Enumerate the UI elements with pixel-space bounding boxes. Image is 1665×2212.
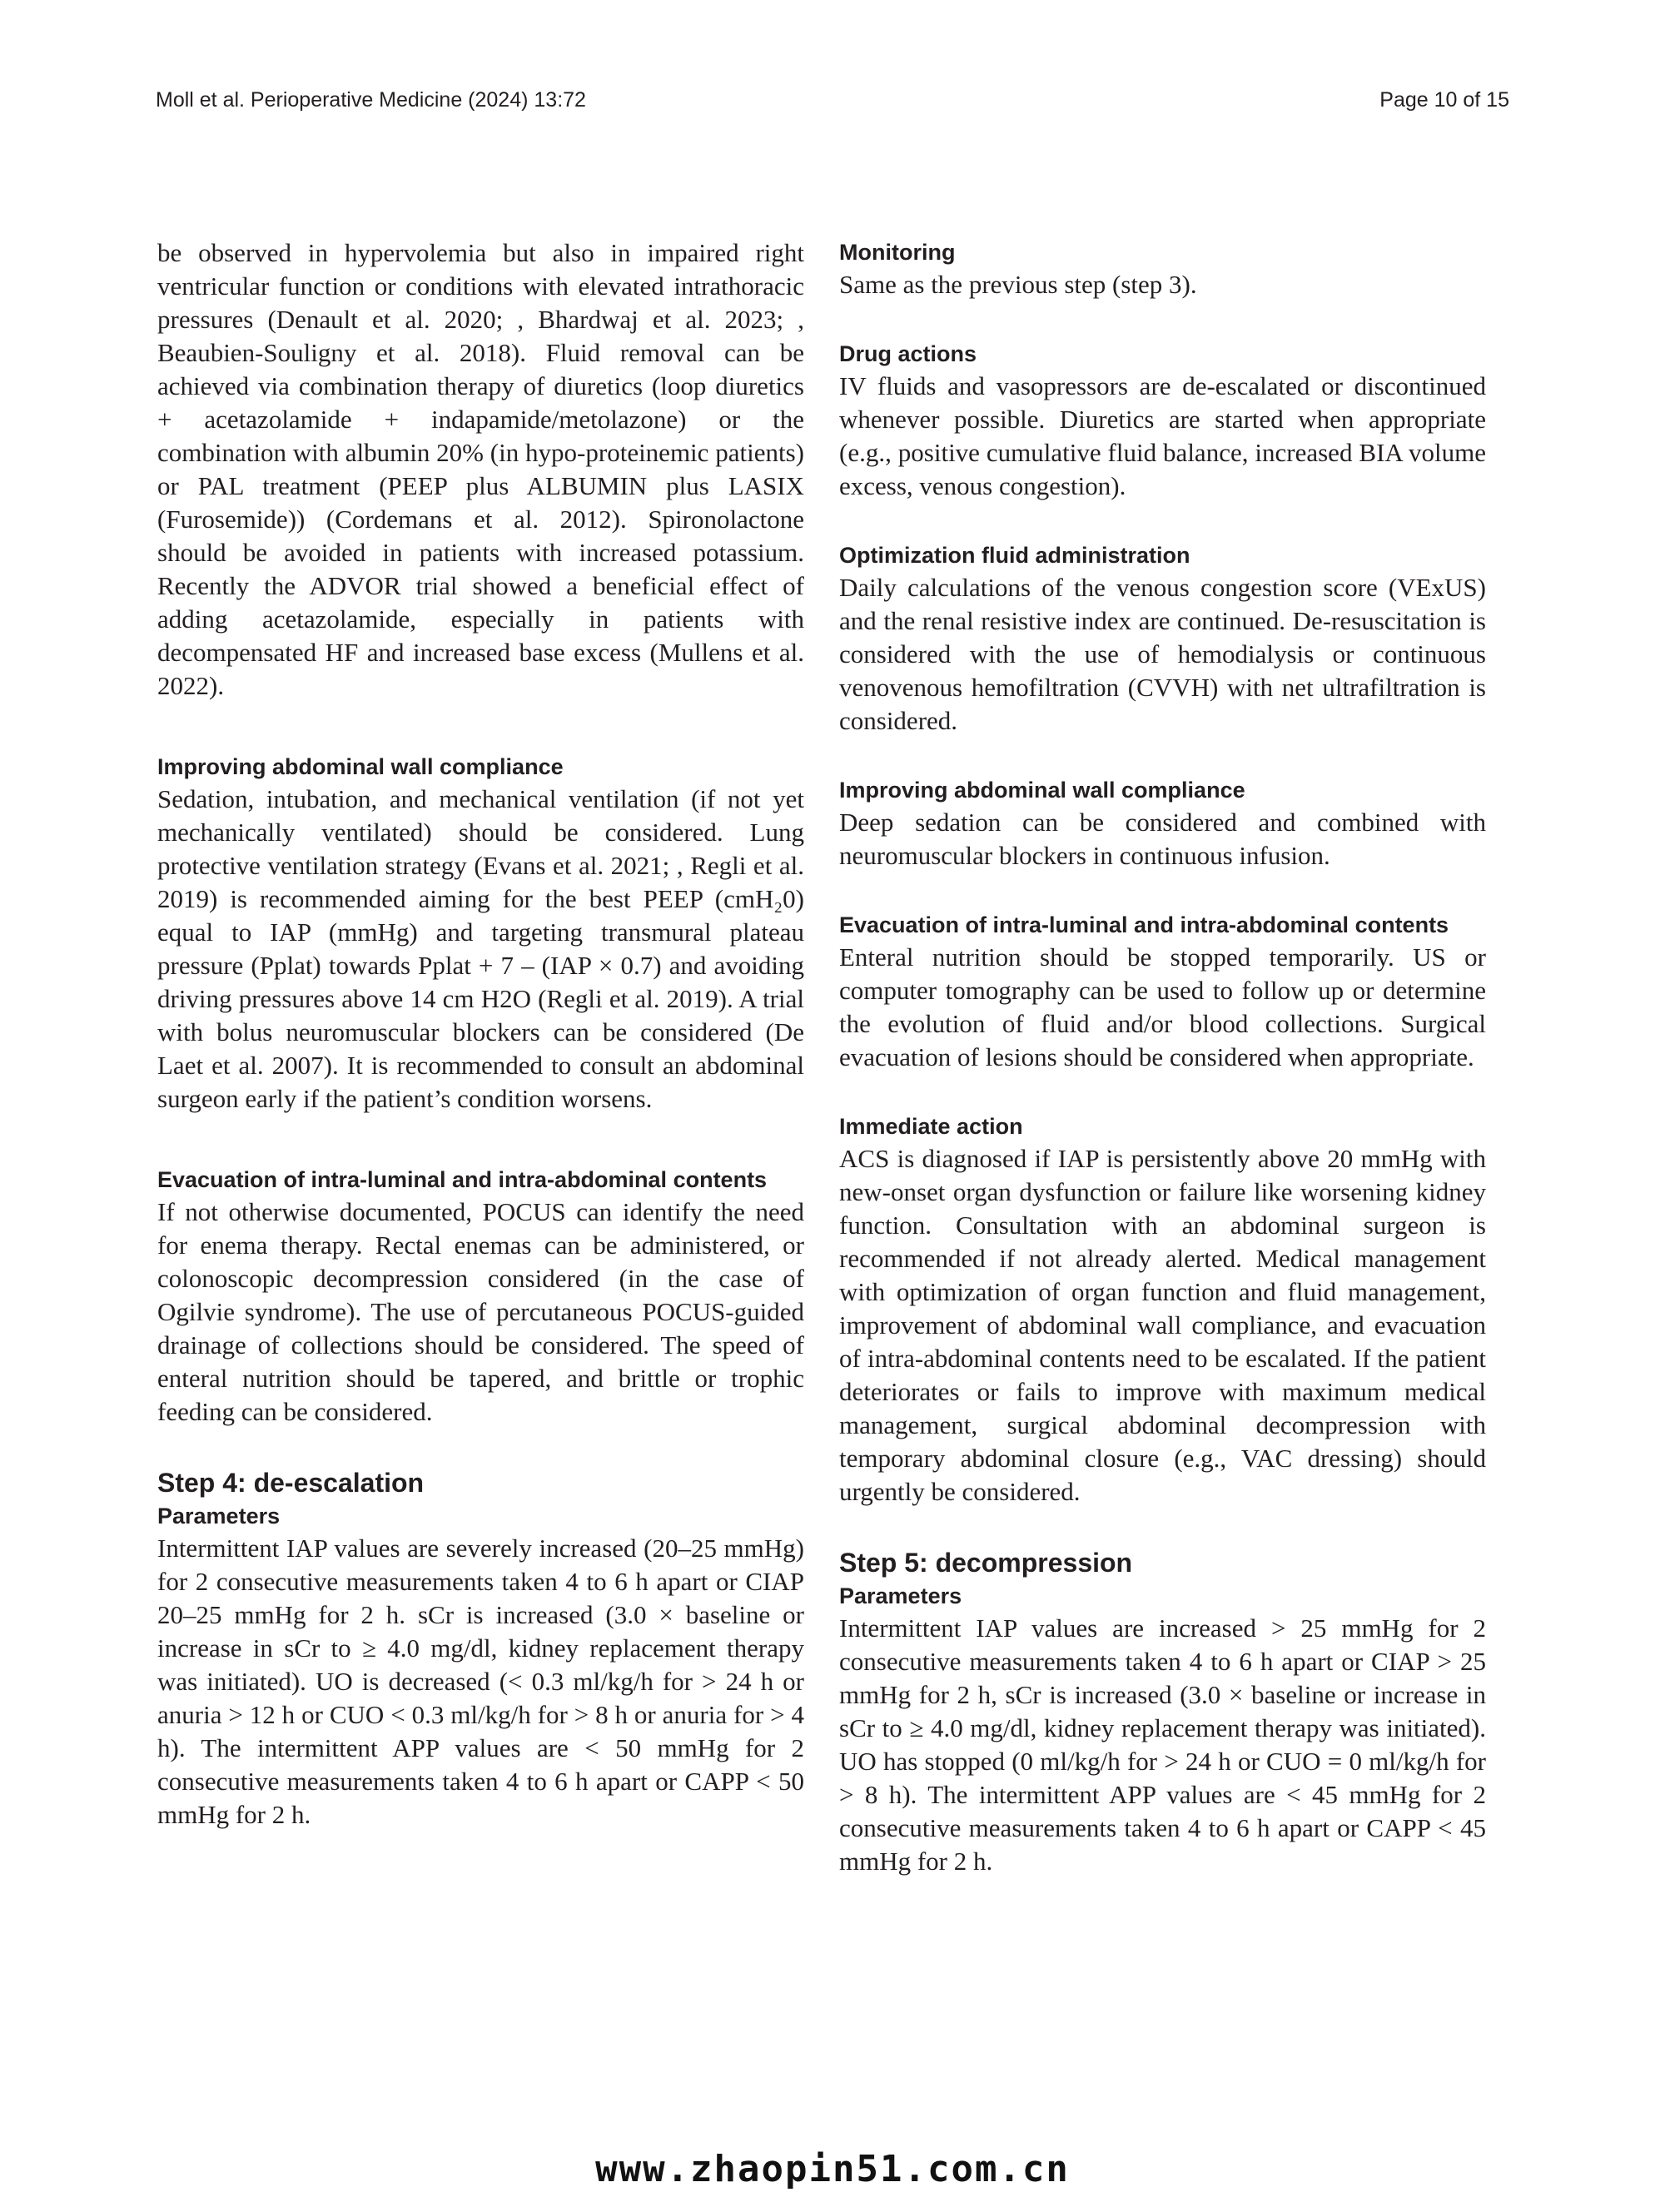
step4-parameters-heading: Parameters: [157, 1504, 281, 1529]
abdominal-wall-heading-right: Improving abdominal wall compliance: [839, 778, 1245, 803]
evacuation-heading-right: Evacuation of intra-luminal and intra-abdominal contents: [839, 912, 1449, 937]
abdominal-wall-paragraph: Sedation, intubation, and mechanical ventilation (if not yet mechanically ventilated) should be considered. Lung protective ventilation strategy (Evans et al. 2021; , Regli et al. 2019) is recommended aiming for the best PEEP (cmH₂0) equal to IAP (mmHg) and targeting transmural plateau pressure (Pplat) towards Pplat + 7 – (IAP × 0.7) and avoiding driving pressures above 14 cm H2O (Regli et al. 2019). A trial with bolus neuromuscular blockers can be considered (De Laet et al. 2007). It is recommended to consult an abdominal surgeon early if the patient’s condition worsens.: [157, 784, 804, 1113]
header-citation: Moll et al. Perioperative Medicine (2024) 13:72: [156, 88, 586, 112]
step5-heading: Step 5: decompression: [839, 1548, 1133, 1578]
abdominal-wall-heading: Improving abdominal wall compliance: [157, 754, 564, 779]
step4-parameters-paragraph: Intermittent IAP values are severely increased (20–25 mmHg) for 2 consecutive measurements taken 4 to 6 h apart or CIAP 20–25 mmHg for 2 h. sCr is increased (3.0 × baseline or increase in sCr to ≥ 4.0 mg/dl, kidney replacement therapy was initiated). UO is decreased (< 0.3 ml/kg/h for > 24 h or anuria > 12 h or CUO < 0.3 ml/kg/h for > 8 h or anuria for > 4 h). The intermittent APP values are < 50 mmHg for 2 consecutive measurements taken 4 to 6 h apart or CAPP < 50 mmHg for 2 h.: [157, 1533, 804, 1829]
watermark: www.zhaopin51.com.cn: [595, 2148, 1070, 2190]
evacuation-heading: Evacuation of intra-luminal and intra-abdominal contents: [157, 1167, 768, 1192]
running-header: [156, 88, 1509, 122]
step4-heading: Step 4: de-escalation: [157, 1468, 425, 1498]
monitoring-paragraph: Same as the previous step (step 3).: [839, 270, 1197, 299]
intro-paragraph: be observed in hypervolemia but also in impaired right ventricular function or conditions with elevated intrathoracic pressures (Denault et al. 2020; , Bhardwaj et al. 2023; , Beaubien-Souligny et al. 2018). Fluid removal can be achieved via combination therapy of diuretics (loop diuretics + acetazolamide + indapamide/metolazone) or the combination with albumin 20% (in hypo-proteinemic patients) or PAL treatment (PEEP plus ALBUMIN plus LASIX (Furosemide)) (Cordemans et al. 2012). Spironolactone should be avoided in patients with increased potassium. Recently the ADVOR trial showed a beneficial effect of adding acetazolamide, especially in patients with decompensated HF and increased base excess (Mullens et al. 2022).: [157, 238, 804, 700]
evacuation-paragraph-right: Enteral nutrition should be stopped temporarily. US or computer tomography can be used to follow up or determine the evolution of fluid and/or blood collections. Surgical evacuation of lesions should be considered when appropriate.: [839, 942, 1486, 1071]
drug-actions-paragraph: IV fluids and vasopressors are de-escalated or discontinued whenever possible. Diuretics are started when appropriate (e.g., positive cumulative fluid balance, increased BIA volume excess, venous congestion).: [839, 371, 1486, 500]
abdominal-wall-paragraph-right: Deep sedation can be considered and combined with neuromuscular blockers in continuous infusion.: [839, 808, 1486, 870]
optimization-heading: Optimization fluid administration: [839, 543, 1190, 568]
page-number: Page 10 of 15: [1379, 88, 1509, 112]
evacuation-paragraph: If not otherwise documented, POCUS can identify the need for enema therapy. Rectal enemas can be administered, or colonoscopic decompression considered (in the case of Ogilvie syndrome). The use of percutaneous POCUS-guided drainage of collections should be considered. The speed of enteral nutrition should be tapered, and brittle or trophic feeding can be considered.: [157, 1197, 804, 1426]
left-column: [157, 236, 804, 1832]
right-column: [839, 236, 1486, 1878]
immediate-action-heading: Immediate action: [839, 1114, 1023, 1139]
step5-parameters-heading: Parameters: [839, 1583, 962, 1608]
optimization-paragraph: Daily calculations of the venous congestion score (VExUS) and the renal resistive index are continued. De-resuscitation is considered with the use of hemodialysis or continuous venovenous hemofiltration (CVVH) with net ultrafiltration is considered.: [839, 573, 1486, 735]
drug-actions-heading: Drug actions: [839, 341, 977, 366]
immediate-action-paragraph: ACS is diagnosed if IAP is persistently above 20 mmHg with new-onset organ dysfunction or failure like worsening kidney function. Consultation with an abdominal surgeon is recommended if not already alerted. Medical management with optimization of organ function and fluid management, improvement of abdominal wall compliance, and evacuation of intra-abdominal contents need to be escalated. If the patient deteriorates or fails to improve with maximum medical management, surgical abdominal decompression with temporary abdominal closure (e.g., VAC dressing) should urgently be considered.: [839, 1144, 1486, 1506]
monitoring-heading: Monitoring: [839, 240, 956, 265]
step5-parameters-paragraph: Intermittent IAP values are increased > 25 mmHg for 2 consecutive measurements taken 4 to 6 h apart or CIAP > 25 mmHg for 2 h, sCr is increased (3.0 × baseline or increase in sCr to ≥ 4.0 mg/dl, kidney replacement therapy was initiated). UO has stopped (0 ml/kg/h for > 24 h or CUO = 0 ml/kg/h for > 8 h). The intermittent APP values are < 45 mmHg for 2 consecutive measurements taken 4 to 6 h apart or CAPP < 45 mmHg for 2 h.: [839, 1613, 1486, 1876]
